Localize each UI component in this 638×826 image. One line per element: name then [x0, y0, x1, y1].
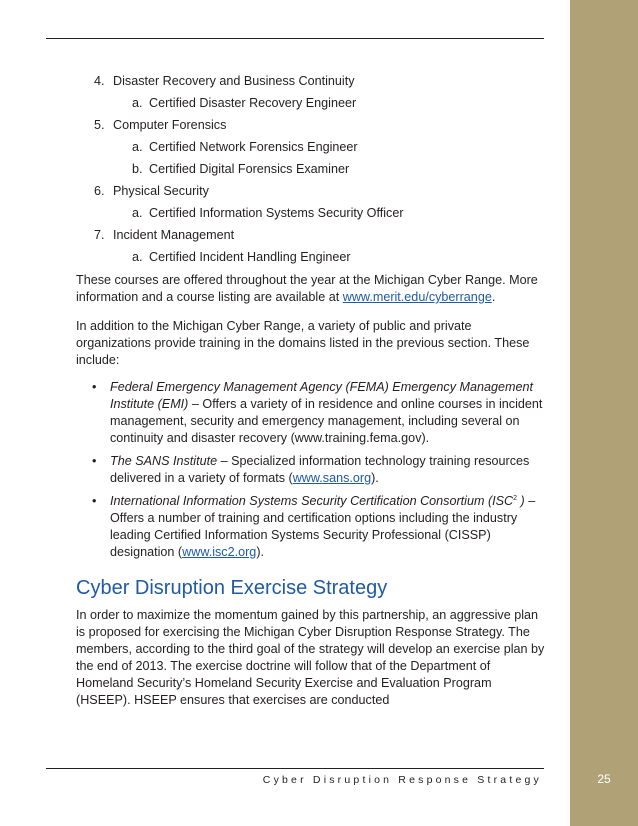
- training-paragraph: In addition to the Michigan Cyber Range, a variety of public and private organizations provide training in the domains listed in the previous section. These include:: [76, 319, 530, 367]
- provider-list: [76, 379, 548, 561]
- bullet-icon: •: [92, 380, 97, 394]
- list-subitem: a. Certified Incident Handling Engineer: [132, 250, 351, 264]
- bullet-icon: •: [92, 454, 97, 468]
- exercise-paragraph: In order to maximize the momentum gained by this partnership, an aggressive plan is proposed for exercising the Michigan Cyber Disruption Response Strategy. The members, according to the third goal of the strategy will develop an exercise plan by the end of 2013. The exercise doctrine will follow that of the Department of Homeland Security’s Homeland Security Exercise and Evaluation Program (HSEEP). HSEEP ensures that exercises are conducted: [76, 608, 545, 707]
- section-heading: Cyber Disruption Exercise Strategy: [76, 577, 388, 599]
- top-rule: [46, 38, 544, 39]
- list-subitem: b. Certified Digital Forensics Examiner: [132, 162, 350, 176]
- courses-paragraph: These courses are offered throughout the year at the Michigan Cyber Range. More information and a course listing are available at www.merit.edu/cyberrange.: [76, 273, 538, 304]
- bottom-rule: [46, 768, 544, 769]
- sans-link[interactable]: www.sans.org: [292, 471, 372, 485]
- list-subitem: a. Certified Disaster Recovery Engineer: [132, 96, 357, 110]
- list-item: 4. Disaster Recovery and Business Continuity: [94, 74, 355, 88]
- list-subitem: a. Certified Information Systems Security Officer: [132, 206, 404, 220]
- cyberrange-link[interactable]: www.merit.edu/cyberrange: [342, 290, 492, 304]
- footer-title: Cyber Disruption Response Strategy: [262, 774, 542, 786]
- list-item: 5. Computer Forensics: [94, 118, 227, 132]
- list-item: 7. Incident Management: [94, 228, 235, 242]
- isc2-link[interactable]: www.isc2.org: [182, 545, 257, 559]
- bullet-icon: •: [92, 494, 97, 508]
- list-item: • International Information Systems Security Certification Consortium (ISC$^2$ ) –Offers a number of training and certification options including the industry leading Certified Information Systems Security Professional (CISSP) designation (www.isc2.org).: [92, 494, 536, 559]
- list-item: • The SANS Institute – Specialized information technology training resources delivered in a variety of formats (www.sans.org).: [92, 454, 530, 485]
- list-subitem: a. Certified Network Forensics Engineer: [132, 140, 358, 154]
- page-content: [76, 70, 548, 709]
- list-item: 6. Physical Security: [94, 184, 209, 198]
- page-number: 25: [597, 772, 611, 786]
- page-sidebar: [570, 0, 638, 826]
- list-item: • Federal Emergency Management Agency (FEMA) Emergency Management Institute (EMI) – Offers a variety of in residence and online courses in incident management, security and emergency management, including several on continuity and disaster recovery (www.training.fema.gov).: [92, 380, 543, 445]
